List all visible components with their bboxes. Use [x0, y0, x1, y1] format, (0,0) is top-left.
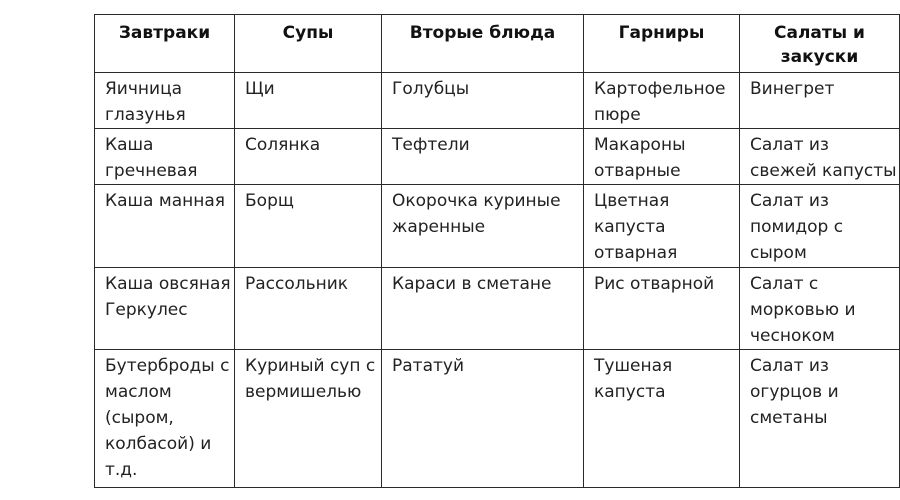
cell-text: Рататуй — [392, 356, 465, 376]
cell-text: Каша гречневая — [105, 135, 198, 181]
cell-text: Голубцы — [392, 79, 470, 99]
table-cell — [95, 129, 235, 185]
cell-text: Салат из помидор с сыром — [750, 191, 849, 263]
table-cell — [382, 268, 584, 350]
cell-text: Макароны отварные — [594, 135, 691, 181]
table-row — [95, 268, 900, 350]
table-cell — [382, 350, 584, 488]
cell-text: Тефтели — [392, 135, 470, 155]
table-cell — [584, 185, 740, 268]
table-cell — [235, 185, 382, 268]
cell-text: Яичница глазунья — [105, 79, 188, 125]
table-cell — [235, 268, 382, 350]
table-cell — [95, 350, 235, 488]
cell-text: Картофельное пюре — [594, 79, 731, 125]
cell-text: Цветная капуста отварная — [594, 191, 678, 263]
header-breakfasts: Завтраки — [95, 15, 235, 73]
header-soups: Супы — [235, 15, 382, 73]
table-cell — [95, 73, 235, 129]
header-salads-appetizers: Салаты и закуски — [740, 15, 900, 73]
table-cell — [382, 185, 584, 268]
cell-text: Тушеная капуста — [594, 356, 678, 402]
table-cell — [740, 350, 900, 488]
table-row — [95, 350, 900, 488]
header-main-courses: Вторые блюда — [382, 15, 584, 73]
table-row — [95, 185, 900, 268]
cell-text: Борщ — [245, 191, 294, 211]
cell-text: Бутерброды с маслом (сыром, колбасой) и т.д. — [105, 356, 235, 480]
table-cell — [382, 73, 584, 129]
cell-text: Рассольник — [245, 274, 349, 294]
table-cell — [584, 73, 740, 129]
table-cell — [740, 185, 900, 268]
table-cell — [584, 268, 740, 350]
table-cell — [235, 73, 382, 129]
table-row — [95, 129, 900, 185]
cell-text: Куриный суп с вермишелью — [245, 356, 381, 402]
table-cell — [235, 129, 382, 185]
table-cell — [584, 129, 740, 185]
table-row — [95, 73, 900, 129]
table-cell — [740, 73, 900, 129]
cell-text: Караси в сметане — [392, 274, 552, 294]
cell-text: Каша манная — [105, 191, 225, 211]
header-side-dishes: Гарниры — [584, 15, 740, 73]
table-cell — [382, 129, 584, 185]
table-cell — [740, 268, 900, 350]
cell-text: Окорочка куриные жаренные — [392, 191, 566, 237]
cell-text: Салат из огурцов и сметаны — [750, 356, 845, 428]
table-cell — [740, 129, 900, 185]
table-cell — [95, 268, 235, 350]
cell-text: Рис отварной — [594, 274, 715, 294]
table-cell — [584, 350, 740, 488]
table-cell — [95, 185, 235, 268]
table-cell — [235, 350, 382, 488]
table-header-row — [95, 15, 900, 73]
cell-text: Салат из свежей капусты — [750, 135, 897, 181]
cell-text: Щи — [245, 79, 275, 99]
cell-text: Каша овсяная Геркулес — [105, 274, 237, 320]
cell-text: Салат с морковью и чесноком — [750, 274, 861, 346]
cell-text: Винегрет — [750, 79, 835, 99]
menu-table — [94, 14, 900, 488]
cell-text: Солянка — [245, 135, 321, 155]
